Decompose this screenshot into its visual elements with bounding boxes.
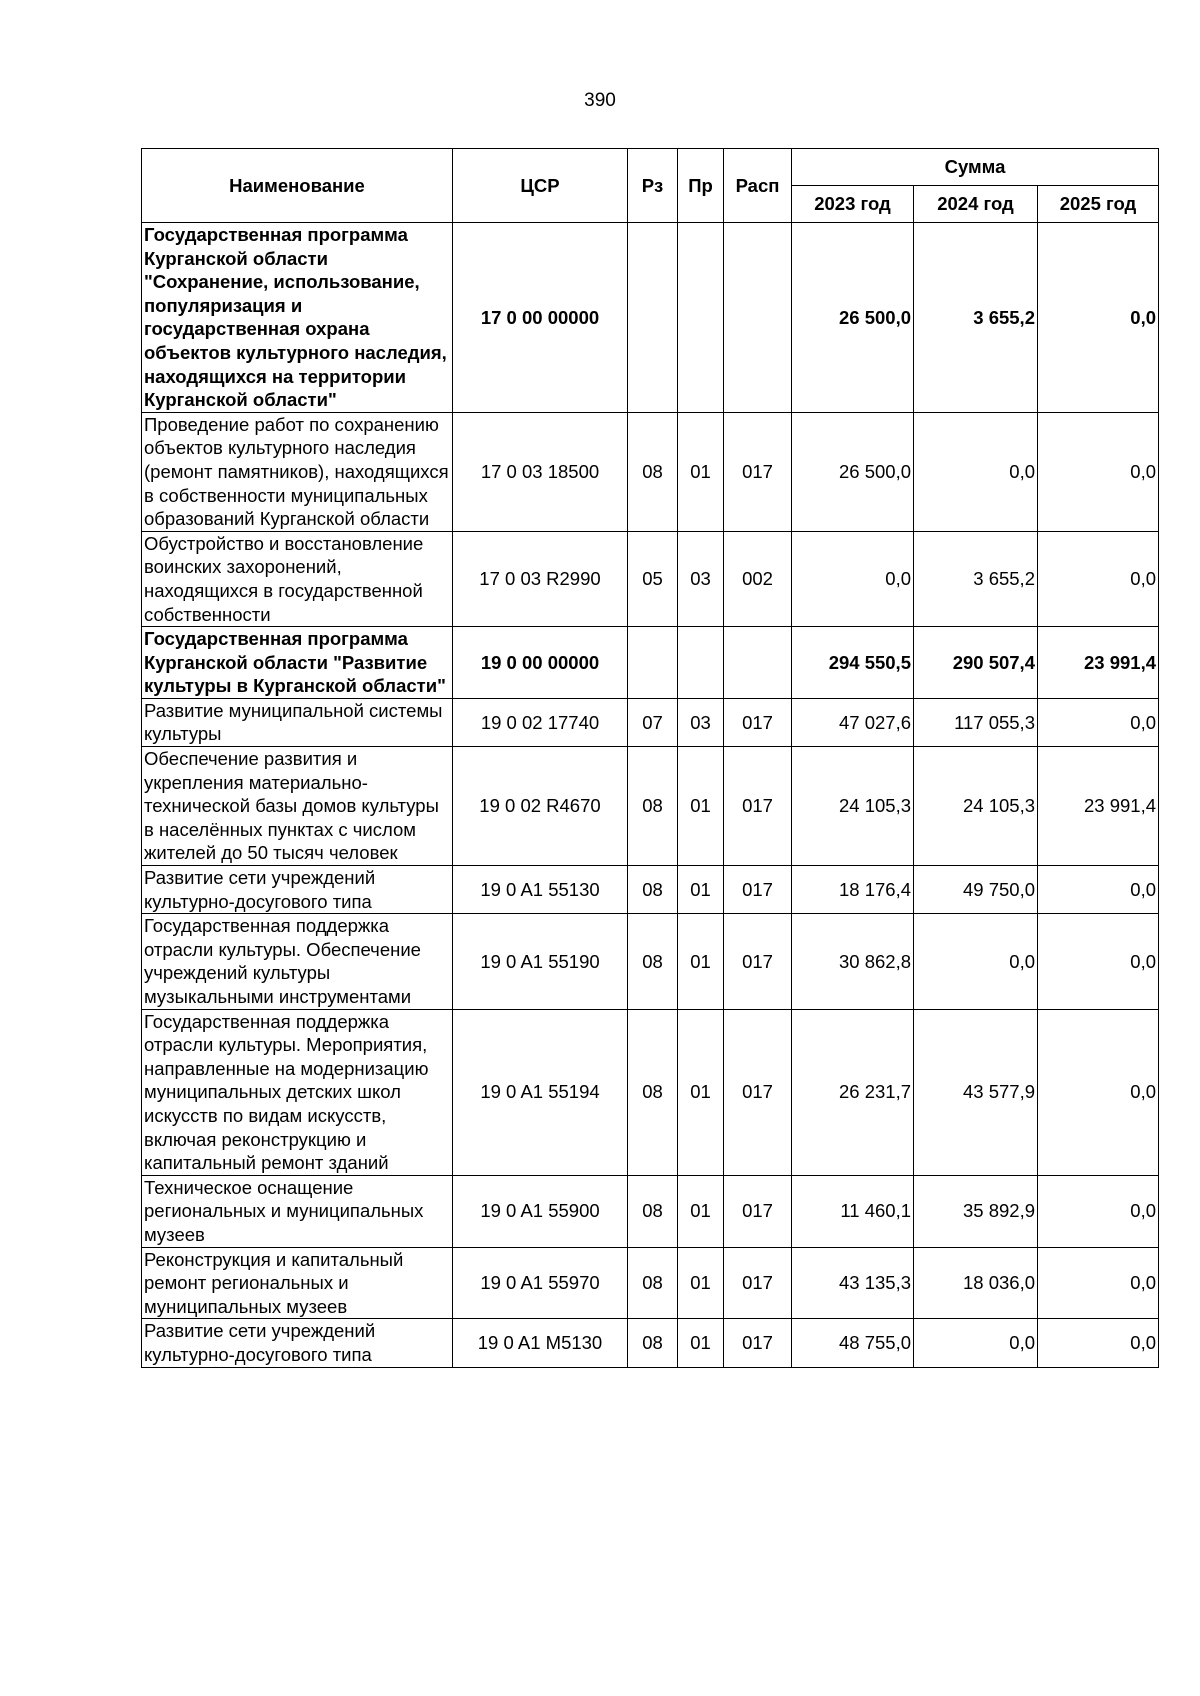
cell-y2025: 23 991,4	[1038, 747, 1159, 866]
cell-rz	[628, 223, 678, 413]
cell-rasp	[724, 223, 792, 413]
cell-rz: 08	[628, 747, 678, 866]
header-pr: Пр	[678, 149, 724, 223]
cell-name: Проведение работ по сохранению объектов культурного наследия (ремонт памятников), находящихся в собственности муниципальных образований Курганской области	[142, 412, 453, 531]
cell-rz: 08	[628, 1009, 678, 1175]
cell-csr: 19 0 A1 55970	[453, 1247, 628, 1319]
cell-y2025: 0,0	[1038, 914, 1159, 1009]
cell-y2024: 49 750,0	[914, 866, 1038, 914]
cell-rasp: 002	[724, 531, 792, 626]
cell-y2024: 18 036,0	[914, 1247, 1038, 1319]
cell-rz: 08	[628, 1175, 678, 1247]
cell-name: Государственная программа Курганской области "Сохранение, использование, популяризация и государственная охрана объектов культурного наследия, находящихся на территории Курганской области"	[142, 223, 453, 413]
cell-y2024: 24 105,3	[914, 747, 1038, 866]
cell-y2024: 3 655,2	[914, 223, 1038, 413]
cell-csr: 19 0 A1 55190	[453, 914, 628, 1009]
cell-rz: 05	[628, 531, 678, 626]
table-row	[142, 1175, 1159, 1247]
cell-rz: 08	[628, 1319, 678, 1367]
cell-name: Техническое оснащение региональных и муниципальных музеев	[142, 1175, 453, 1247]
header-name: Наименование	[142, 149, 453, 223]
cell-name: Реконструкция и капитальный ремонт региональных и муниципальных музеев	[142, 1247, 453, 1319]
cell-y2023: 48 755,0	[792, 1319, 914, 1367]
cell-y2024: 117 055,3	[914, 698, 1038, 746]
cell-y2025: 0,0	[1038, 1175, 1159, 1247]
cell-y2023: 18 176,4	[792, 866, 914, 914]
header-rasp: Расп	[724, 149, 792, 223]
cell-y2023: 26 500,0	[792, 223, 914, 413]
cell-y2023: 43 135,3	[792, 1247, 914, 1319]
cell-rasp: 017	[724, 698, 792, 746]
cell-csr: 17 0 03 R2990	[453, 531, 628, 626]
cell-name: Развитие муниципальной системы культуры	[142, 698, 453, 746]
header-sum: Сумма	[792, 149, 1159, 186]
table-row	[142, 223, 1159, 413]
cell-csr: 19 0 A1 M5130	[453, 1319, 628, 1367]
header-2025: 2025 год	[1038, 186, 1159, 223]
cell-pr	[678, 223, 724, 413]
table-row	[142, 914, 1159, 1009]
cell-rz: 07	[628, 698, 678, 746]
cell-pr: 01	[678, 1175, 724, 1247]
cell-pr: 03	[678, 698, 724, 746]
header-2024: 2024 год	[914, 186, 1038, 223]
cell-y2024: 0,0	[914, 412, 1038, 531]
cell-pr: 03	[678, 531, 724, 626]
cell-y2025: 0,0	[1038, 698, 1159, 746]
cell-y2025: 0,0	[1038, 866, 1159, 914]
cell-rasp: 017	[724, 1247, 792, 1319]
cell-y2023: 24 105,3	[792, 747, 914, 866]
cell-y2023: 47 027,6	[792, 698, 914, 746]
cell-y2024: 3 655,2	[914, 531, 1038, 626]
cell-pr	[678, 627, 724, 699]
cell-pr: 01	[678, 914, 724, 1009]
cell-rasp: 017	[724, 412, 792, 531]
cell-pr: 01	[678, 866, 724, 914]
cell-y2025: 0,0	[1038, 1319, 1159, 1367]
cell-name: Обустройство и восстановление воинских захоронений, находящихся в государственной собственности	[142, 531, 453, 626]
cell-y2024: 35 892,9	[914, 1175, 1038, 1247]
cell-csr: 19 0 A1 55130	[453, 866, 628, 914]
cell-name: Государственная поддержка отрасли культуры. Обеспечение учреждений культуры музыкальными инструментами	[142, 914, 453, 1009]
page-number: 390	[584, 90, 616, 111]
table-row	[142, 627, 1159, 699]
cell-rz: 08	[628, 1247, 678, 1319]
cell-pr: 01	[678, 1247, 724, 1319]
cell-rasp: 017	[724, 866, 792, 914]
cell-csr: 19 0 A1 55194	[453, 1009, 628, 1175]
cell-y2023: 0,0	[792, 531, 914, 626]
cell-y2025: 0,0	[1038, 1247, 1159, 1319]
cell-rasp: 017	[724, 1009, 792, 1175]
cell-rz	[628, 627, 678, 699]
cell-y2023: 30 862,8	[792, 914, 914, 1009]
cell-name: Обеспечение развития и укрепления материально-технической базы домов культуры в населённых пунктах с числом жителей до 50 тысяч человек	[142, 747, 453, 866]
cell-rasp	[724, 627, 792, 699]
header-csr: ЦСР	[453, 149, 628, 223]
table-row	[142, 698, 1159, 746]
cell-y2025: 23 991,4	[1038, 627, 1159, 699]
cell-rasp: 017	[724, 1175, 792, 1247]
cell-name: Развитие сети учреждений культурно-досугового типа	[142, 1319, 453, 1367]
cell-y2023: 26 500,0	[792, 412, 914, 531]
header-rz: Рз	[628, 149, 678, 223]
cell-csr: 19 0 00 00000	[453, 627, 628, 699]
table-row	[142, 531, 1159, 626]
cell-csr: 19 0 02 R4670	[453, 747, 628, 866]
cell-name: Развитие сети учреждений культурно-досугового типа	[142, 866, 453, 914]
cell-rasp: 017	[724, 747, 792, 866]
cell-y2023: 26 231,7	[792, 1009, 914, 1175]
cell-rasp: 017	[724, 914, 792, 1009]
table-row	[142, 866, 1159, 914]
table-row	[142, 747, 1159, 866]
cell-y2025: 0,0	[1038, 223, 1159, 413]
cell-pr: 01	[678, 1009, 724, 1175]
cell-csr: 19 0 02 17740	[453, 698, 628, 746]
header-2023: 2023 год	[792, 186, 914, 223]
cell-csr: 17 0 00 00000	[453, 223, 628, 413]
cell-y2024: 0,0	[914, 914, 1038, 1009]
cell-pr: 01	[678, 747, 724, 866]
cell-rasp: 017	[724, 1319, 792, 1367]
table-row	[142, 1247, 1159, 1319]
cell-y2024: 0,0	[914, 1319, 1038, 1367]
budget-table	[141, 148, 1159, 1368]
cell-y2025: 0,0	[1038, 531, 1159, 626]
cell-y2023: 294 550,5	[792, 627, 914, 699]
cell-csr: 17 0 03 18500	[453, 412, 628, 531]
cell-name: Государственная программа Курганской области "Развитие культуры в Курганской области"	[142, 627, 453, 699]
table-row	[142, 1009, 1159, 1175]
table-row	[142, 1319, 1159, 1367]
cell-y2025: 0,0	[1038, 1009, 1159, 1175]
cell-pr: 01	[678, 1319, 724, 1367]
cell-name: Государственная поддержка отрасли культуры. Мероприятия, направленные на модернизацию муниципальных детских школ искусств по видам искусств, включая реконструкцию и капитальный ремонт зданий	[142, 1009, 453, 1175]
cell-y2023: 11 460,1	[792, 1175, 914, 1247]
cell-rz: 08	[628, 866, 678, 914]
cell-y2024: 43 577,9	[914, 1009, 1038, 1175]
cell-rz: 08	[628, 914, 678, 1009]
cell-y2025: 0,0	[1038, 412, 1159, 531]
cell-rz: 08	[628, 412, 678, 531]
cell-pr: 01	[678, 412, 724, 531]
table-body	[142, 223, 1159, 1368]
cell-y2024: 290 507,4	[914, 627, 1038, 699]
table-row	[142, 412, 1159, 531]
cell-csr: 19 0 A1 55900	[453, 1175, 628, 1247]
